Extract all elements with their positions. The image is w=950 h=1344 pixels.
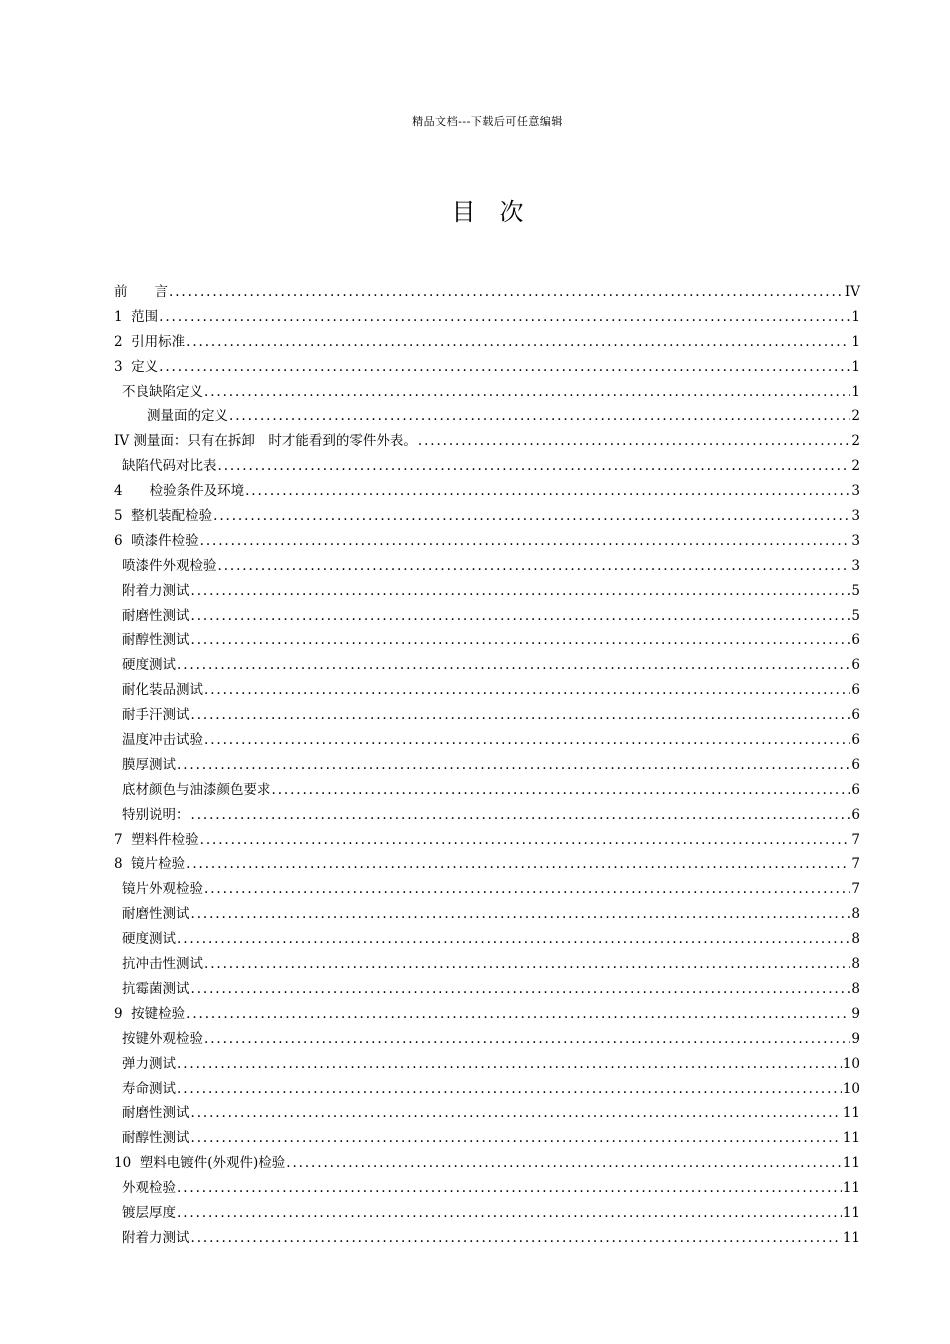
toc-leader-dots [159, 355, 850, 380]
toc-entry-label: 前 言 [114, 284, 168, 300]
toc-leader-dots [191, 902, 851, 927]
toc-entry-page: 11 [842, 1155, 860, 1172]
toc-entry[interactable] [114, 778, 860, 803]
toc-entry-page: 7 [851, 831, 860, 848]
toc-leader-dots [191, 1101, 842, 1126]
toc-entry-page: 9 [851, 1005, 860, 1022]
toc-entry-label: 3 定义 [114, 358, 159, 375]
table-of-contents [114, 280, 860, 1251]
toc-entry-label: 测量面的定义 [147, 408, 228, 425]
toc-leader-dots [177, 1077, 842, 1102]
toc-entry-label: 附着力测试 [122, 1229, 190, 1246]
toc-entry[interactable] [114, 1226, 860, 1251]
toc-leader-dots [159, 305, 850, 330]
toc-entry[interactable] [114, 952, 860, 977]
toc-entry-label: 抗冲击性测试 [122, 956, 203, 973]
toc-leader-dots [204, 728, 850, 753]
toc-entry[interactable] [114, 902, 860, 927]
toc-entry[interactable] [114, 628, 860, 653]
toc-entry-label: 温度冲击试验 [122, 732, 203, 749]
toc-entry-label: 镀层厚度 [122, 1204, 176, 1221]
toc-entry[interactable] [114, 852, 860, 877]
toc-entry[interactable] [114, 604, 860, 629]
toc-entry[interactable] [114, 380, 860, 405]
toc-leader-dots [177, 1052, 842, 1077]
toc-entry-label: 外观检验 [122, 1180, 176, 1197]
toc-entry[interactable] [114, 454, 860, 479]
toc-entry[interactable] [114, 529, 860, 554]
toc-entry-label: 附着力测试 [122, 582, 190, 599]
toc-entry[interactable] [114, 579, 860, 604]
toc-entry-page: 1 [851, 333, 860, 350]
toc-entry-label: 10 塑料电镀件(外观件)检验 [114, 1155, 286, 1172]
toc-entry-label: 耐磨性测试 [122, 1105, 190, 1122]
toc-leader-dots [191, 628, 851, 653]
toc-entry[interactable] [114, 404, 860, 429]
toc-entry[interactable] [114, 977, 860, 1002]
toc-entry-label: 耐醇性测试 [122, 632, 190, 649]
toc-entry-page: 11 [842, 1130, 860, 1147]
toc-leader-dots [191, 1226, 842, 1251]
page-title: 目 次 [451, 198, 524, 226]
toc-entry-page: 8 [851, 906, 860, 923]
toc-entry-page: 10 [842, 1055, 860, 1072]
toc-entry-page: 2 [851, 433, 860, 450]
toc-entry-label: 6 喷漆件检验 [114, 532, 199, 549]
toc-entry-page: 9 [851, 1030, 860, 1047]
toc-entry[interactable] [114, 429, 860, 454]
toc-entry-page: 3 [851, 557, 860, 574]
toc-entry[interactable] [114, 728, 860, 753]
toc-entry-label: 按键外观检验 [122, 1030, 203, 1047]
toc-entry-page: 3 [851, 483, 860, 500]
toc-entry[interactable] [114, 1126, 860, 1151]
toc-entry-label: 7 塑料件检验 [114, 831, 199, 848]
toc-entry-label: 寿命测试 [122, 1080, 176, 1097]
toc-entry-label: 1 范围 [114, 308, 159, 325]
toc-entry-label: 硬度测试 [122, 931, 176, 948]
toc-entry-page: 7 [851, 881, 860, 898]
toc-leader-dots [191, 604, 851, 629]
toc-entry-label: 2 引用标准 [114, 333, 186, 350]
toc-entry[interactable] [114, 1002, 860, 1027]
toc-entry[interactable] [114, 828, 860, 853]
toc-entry[interactable] [114, 927, 860, 952]
toc-leader-dots [200, 828, 851, 853]
toc-leader-dots [191, 803, 851, 828]
toc-leader-dots [191, 977, 851, 1002]
toc-entry-label: 耐磨性测试 [122, 607, 190, 624]
toc-entry-page: 3 [851, 532, 860, 549]
toc-entry-page: 6 [851, 707, 860, 724]
toc-leader-dots [186, 852, 850, 877]
toc-entry[interactable] [114, 653, 860, 678]
toc-entry-page: 3 [851, 508, 860, 525]
toc-entry-page: 11 [842, 1204, 860, 1221]
toc-entry-page: 8 [851, 931, 860, 948]
toc-entry-label: 喷漆件外观检验 [122, 557, 217, 574]
toc-entry-label: 缺陷代码对比表 [122, 458, 217, 475]
toc-entry-page: 1 [851, 308, 860, 325]
toc-leader-dots [204, 877, 850, 902]
toc-entry-page: 6 [851, 657, 860, 674]
toc-entry-label: IV 测量面：只有在拆卸 时才能看到的零件外表。 [114, 433, 417, 450]
toc-leader-dots [191, 1126, 842, 1151]
toc-entry-page: 6 [851, 732, 860, 749]
toc-entry[interactable] [114, 1151, 860, 1176]
header-note: 精品文档---下载后可任意编辑 [412, 115, 563, 128]
toc-entry-label: 8 镜片检验 [114, 856, 186, 873]
toc-leader-dots [169, 280, 844, 305]
toc-entry[interactable] [114, 355, 860, 380]
toc-entry[interactable] [114, 305, 860, 330]
toc-leader-dots [218, 554, 851, 579]
toc-entry-label: 5 整机装配检验 [114, 508, 213, 525]
toc-leader-dots [272, 778, 851, 803]
toc-leader-dots [204, 1027, 850, 1052]
toc-entry[interactable] [114, 504, 860, 529]
toc-entry-label: 膜厚测试 [122, 756, 176, 773]
toc-entry[interactable] [114, 678, 860, 703]
toc-entry-label: 特别说明： [122, 806, 190, 823]
toc-leader-dots [177, 1176, 842, 1201]
toc-entry-label: 镜片外观检验 [122, 881, 203, 898]
toc-entry-page: 8 [851, 980, 860, 997]
toc-entry-page: 10 [842, 1080, 860, 1097]
toc-entry-label: 硬度测试 [122, 657, 176, 674]
toc-entry-label: 9 按键检验 [114, 1005, 186, 1022]
toc-leader-dots [213, 504, 850, 529]
toc-entry-page: 11 [842, 1229, 860, 1246]
toc-leader-dots [177, 927, 850, 952]
toc-entry[interactable] [114, 1201, 860, 1226]
toc-entry-page: 2 [851, 458, 860, 475]
toc-entry-label: 弹力测试 [122, 1055, 176, 1072]
toc-leader-dots [218, 454, 851, 479]
toc-entry[interactable] [114, 1077, 860, 1102]
toc-entry-page: 5 [851, 607, 860, 624]
toc-entry[interactable] [114, 1101, 860, 1126]
toc-leader-dots [191, 579, 851, 604]
toc-entry[interactable] [114, 554, 860, 579]
toc-leader-dots [177, 1201, 842, 1226]
toc-entry[interactable] [114, 877, 860, 902]
toc-entry-label: 抗霉菌测试 [122, 980, 190, 997]
toc-leader-dots [200, 529, 851, 554]
toc-entry-page: 7 [851, 856, 860, 873]
toc-entry-label: 耐化装品测试 [122, 682, 203, 699]
toc-leader-dots [186, 330, 850, 355]
toc-entry-page: 5 [851, 582, 860, 599]
toc-entry-label: 耐磨性测试 [122, 906, 190, 923]
toc-leader-dots [204, 380, 850, 405]
toc-leader-dots [204, 678, 850, 703]
toc-entry-label: 4 检验条件及环境 [114, 483, 245, 500]
toc-entry[interactable] [114, 1052, 860, 1077]
toc-entry-page: 1 [851, 383, 860, 400]
toc-leader-dots [177, 653, 850, 678]
toc-leader-dots [177, 753, 850, 778]
toc-entry[interactable] [114, 753, 860, 778]
toc-entry-page: 6 [851, 632, 860, 649]
toc-entry-page: 1 [851, 358, 860, 375]
toc-entry-label: 耐醇性测试 [122, 1130, 190, 1147]
toc-entry-label: 耐手汗测试 [122, 707, 190, 724]
toc-entry-page: 6 [851, 756, 860, 773]
toc-leader-dots [286, 1151, 842, 1176]
toc-entry-label: 底材颜色与油漆颜色要求 [122, 781, 271, 798]
toc-entry[interactable] [114, 803, 860, 828]
toc-leader-dots [418, 429, 851, 454]
toc-leader-dots [204, 952, 850, 977]
toc-entry[interactable] [114, 479, 860, 504]
toc-entry-page: 6 [851, 781, 860, 798]
toc-entry[interactable] [114, 1027, 860, 1052]
toc-entry-page: 8 [851, 956, 860, 973]
toc-entry-label: 不良缺陷定义 [122, 383, 203, 400]
toc-leader-dots [191, 703, 851, 728]
toc-leader-dots [186, 1002, 850, 1027]
toc-entry-page: 6 [851, 806, 860, 823]
toc-entry[interactable] [114, 1176, 860, 1201]
toc-leader-dots [229, 404, 850, 429]
toc-entry-page: 11 [842, 1180, 860, 1197]
toc-entry[interactable] [114, 330, 860, 355]
toc-entry[interactable] [114, 703, 860, 728]
toc-leader-dots [245, 479, 850, 504]
toc-entry-page: 2 [851, 408, 860, 425]
toc-entry-page: 6 [851, 682, 860, 699]
toc-entry-page: 11 [842, 1105, 860, 1122]
toc-entry[interactable] [114, 280, 860, 305]
toc-entry-page: IV [844, 284, 860, 300]
